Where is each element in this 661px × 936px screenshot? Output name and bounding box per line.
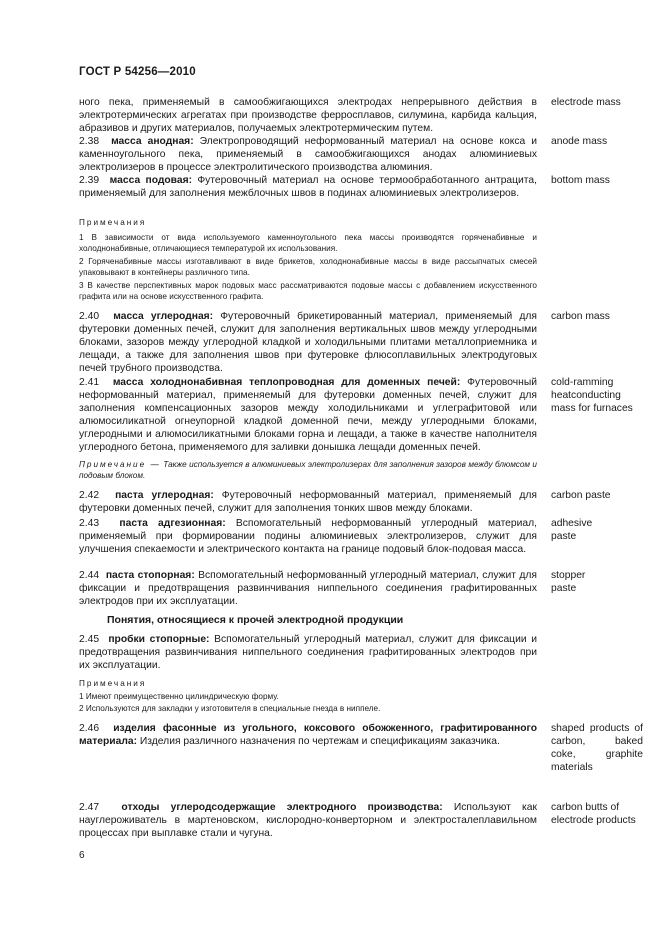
term-adhesive-paste: adhesive paste xyxy=(551,518,593,542)
notes-heading: Примечания xyxy=(79,218,147,227)
clause-text: Вспомогательный углеродный материал, служит для фиксации и предотвращения развинчивания ниппельного соединения графитированных электродов при их эксплуатации. xyxy=(79,634,537,671)
paragraph-2-39 xyxy=(79,174,537,200)
document-header: ГОСТ Р 54256—2010 xyxy=(79,66,196,78)
clause-text: Изделия различного назначения по чертежам и спецификациям заказчика. xyxy=(137,736,500,747)
notes-heading: Примечания xyxy=(79,679,147,688)
term-stopper-paste: stopper paste xyxy=(551,570,586,594)
clause-number: 2.39 xyxy=(79,175,100,186)
clause-number: 2.40 xyxy=(79,311,100,322)
note-text: Также используется в алюминиевых электролизерах для заполнения зазоров между блюмсом и подовым блоком. xyxy=(79,460,537,480)
clause-text: Используют как науглероживатель в мартеновском, кислородно-конверторном и электросталеплавильном процессах при выплавке стали и чугуна. xyxy=(79,802,537,839)
term-shaped-products: shaped products of carbon, baked coke, graphite materials xyxy=(551,723,643,773)
clause-text: Вспомогательный неформованный углеродный материал, применяемый при формировании подины алюминиевых электролизеров, служит для улучшения спекаемости и электрического контакта на границе подовый блок-подовая масса. xyxy=(79,518,537,555)
clause-text: Электропроводящий неформованный материал на основе кокса и каменноугольного пека, применяемый в самообжигающихся анодах алюминиевых электролизеров в процессе электролитического производства алюминия. xyxy=(79,136,537,173)
paragraph-2-43 xyxy=(79,517,537,556)
note-3-1: 1 Имеют преимущественно цилиндрическую форму. xyxy=(79,692,279,701)
note-2 xyxy=(79,459,537,481)
paragraph-2-41 xyxy=(79,376,537,454)
note-label: Примечание — xyxy=(79,460,161,469)
clause-term: паста углеродная: xyxy=(115,490,214,501)
term-carbon-paste: carbon paste xyxy=(551,490,611,501)
clause-number: 2.42 xyxy=(79,490,100,501)
note-1-3: 3 В качестве перспективных марок подовых масс рассматриваются подовые массы с добавлением искусственного графита или на основе искусственного графита. xyxy=(79,281,537,301)
term-anode-mass: anode mass xyxy=(551,136,608,147)
clause-text: Вспомогательный неформованный углеродный материал, служит для фиксации и предотвращения развинчивания ниппельного соединения графитированных электродов при их эксплуатации. xyxy=(79,570,537,607)
clause-number: 2.43 xyxy=(79,518,100,529)
term-carbon-butts: carbon butts of electrode products xyxy=(551,802,636,826)
term-carbon-mass: carbon mass xyxy=(551,311,610,322)
paragraph-2-44 xyxy=(79,569,537,608)
clause-text: Футеровочный неформованный материал, применяемый для футеровки доменных печей, служит для заполнения тонких швов между блоками. xyxy=(79,490,537,514)
clause-text: Футеровочный неформованный материал, применяемый для футеровки доменных печей, служит для заполнения компенсационных зазоров между холодильниками и углеграфитовой или алюмосиликатной огнеупорной кладкой доменной печи, между углеродными блоками, углеродными и алюмосиликатными блоками горна и лещади, а также в качестве наполнителя углеродного бетона, применяемого для заливки донышка лещади доменных печей. xyxy=(79,377,537,453)
note-1-1: 1 В зависимости от вида используемого каменноугольного пека массы производятся горяченабивные и холоднонабивные, отличающиеся температурой их использования. xyxy=(79,233,537,253)
clause-term: отходы углеродсодержащие электродного производства: xyxy=(121,802,443,813)
clause-term: масса углеродная: xyxy=(113,311,214,322)
clause-text: Футеровочный материал на основе термообработанного антрацита, применяемый для заполнения межблочных швов в подинах алюминиевых электролизеров. xyxy=(79,175,537,199)
page-number: 6 xyxy=(79,850,85,861)
term-bottom-mass: bottom mass xyxy=(551,175,610,186)
paragraph-2-47 xyxy=(79,801,537,840)
clause-number: 2.47 xyxy=(79,802,100,813)
note-3-2: 2 Используются для закладки у изготовителя в специальные гнезда в ниппеле. xyxy=(79,704,381,713)
clause-number: 2.46 xyxy=(79,723,100,734)
clause-number: 2.45 xyxy=(79,634,100,645)
note-1-2: 2 Горяченабивные массы изготавливают в виде брикетов, холоднонабивные массы в виде рассыпчатых смесей упаковывают в контейнеры различного типа. xyxy=(79,257,537,277)
paragraph-2-42 xyxy=(79,489,537,515)
paragraph-continuation: ного пека, применяемый в самообжигающихся электродах непрерывного действия в электротермических агрегатах при производстве ферросплавов, силумина, карбида кальция, абразивов и других материалов, получаемых электротермическим путем. xyxy=(79,97,537,134)
paragraph-2-40 xyxy=(79,310,537,375)
clause-term: паста стопорная: xyxy=(105,570,195,581)
paragraph-2-45 xyxy=(79,633,537,672)
clause-term: масса анодная: xyxy=(111,136,194,147)
clause-number: 2.38 xyxy=(79,136,100,147)
clause-term: пробки стопорные: xyxy=(108,634,210,645)
section-heading: Понятия, относящиеся к прочей электродной продукции xyxy=(107,614,404,626)
clause-term: изделия фасонные из угольного, коксового обожженного, графитированного материала: xyxy=(79,723,537,747)
clause-number: 2.41 xyxy=(79,377,100,388)
clause-term: масса подовая: xyxy=(109,175,193,186)
clause-term: паста адгезионная: xyxy=(119,518,226,529)
paragraph-2-38 xyxy=(79,135,537,174)
term-cold-ramming-mass: cold-ramming heatconducting mass for furnaces xyxy=(551,377,633,414)
clause-text: Футеровочный брикетированный материал, применяемый для футеровки доменных печей, служит для заполнения вертикальных швов между углеродными блоками, зазоров между углеродной кладкой и холодильными плитами металлоприемника и лещади, а также для заполнения швов при футеровке флюсоплавильных электродуговых печей трубного производства. xyxy=(79,311,537,374)
clause-term: масса холоднонабивная теплопроводная для доменных печей: xyxy=(112,377,461,388)
clause-number: 2.44 xyxy=(79,570,100,581)
paragraph-2-46 xyxy=(79,722,537,748)
term-electrode-mass: electrode mass xyxy=(551,97,621,108)
